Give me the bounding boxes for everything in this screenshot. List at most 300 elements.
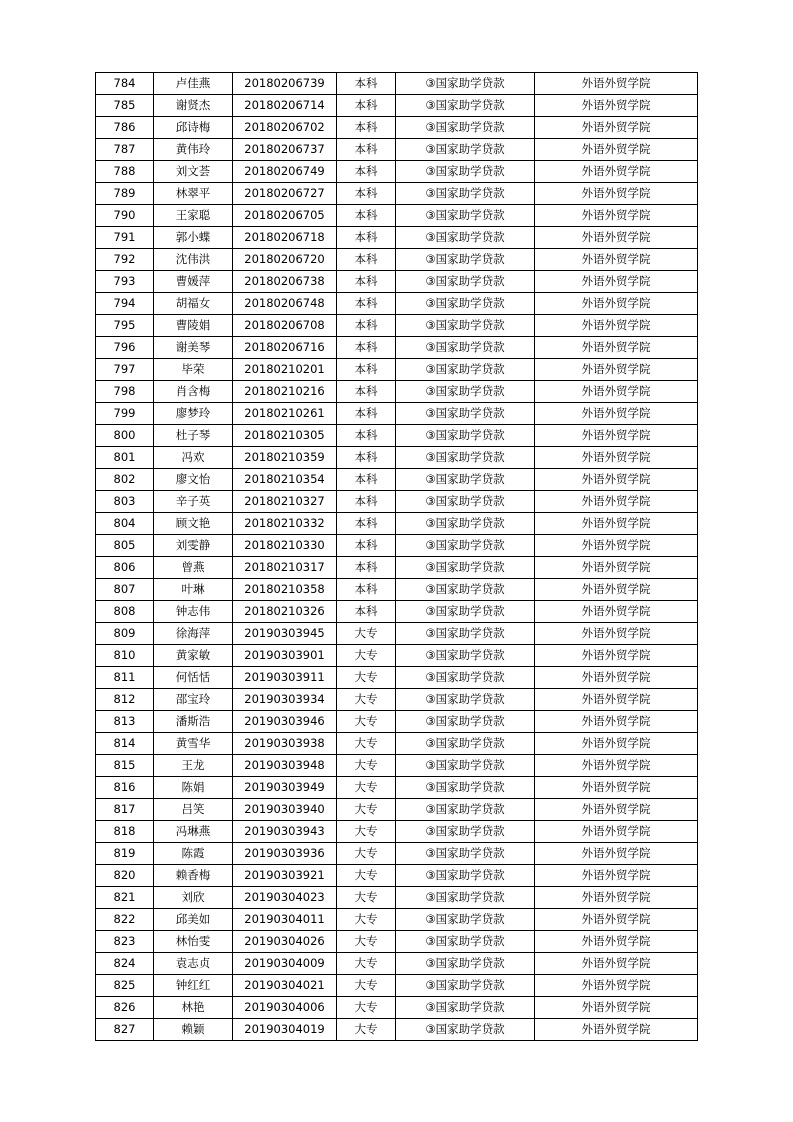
student-id-cell: 20180206727 bbox=[233, 183, 337, 205]
aid-type-cell: ③国家助学贷款 bbox=[396, 887, 535, 909]
table-row bbox=[96, 117, 698, 139]
row-number-cell: 813 bbox=[96, 711, 154, 733]
student-name-cell: 何恬恬 bbox=[154, 667, 233, 689]
row-number-cell: 812 bbox=[96, 689, 154, 711]
table-row bbox=[96, 403, 698, 425]
student-name-cell: 钟红红 bbox=[154, 975, 233, 997]
college-cell: 外语外贸学院 bbox=[535, 117, 698, 139]
college-cell: 外语外贸学院 bbox=[535, 73, 698, 95]
student-name-cell: 辛子英 bbox=[154, 491, 233, 513]
student-id-cell: 20180210317 bbox=[233, 557, 337, 579]
row-number-cell: 790 bbox=[96, 205, 154, 227]
student-name-cell: 陈霞 bbox=[154, 843, 233, 865]
aid-type-cell: ③国家助学贷款 bbox=[396, 931, 535, 953]
student-name-cell: 顾文艳 bbox=[154, 513, 233, 535]
education-level-cell: 大专 bbox=[337, 755, 396, 777]
table-row bbox=[96, 843, 698, 865]
student-name-cell: 曹陵娟 bbox=[154, 315, 233, 337]
college-cell: 外语外贸学院 bbox=[535, 227, 698, 249]
college-cell: 外语外贸学院 bbox=[535, 799, 698, 821]
college-cell: 外语外贸学院 bbox=[535, 359, 698, 381]
student-name-cell: 谢美琴 bbox=[154, 337, 233, 359]
row-number-cell: 822 bbox=[96, 909, 154, 931]
education-level-cell: 本科 bbox=[337, 469, 396, 491]
education-level-cell: 本科 bbox=[337, 183, 396, 205]
student-name-cell: 刘文荟 bbox=[154, 161, 233, 183]
aid-type-cell: ③国家助学贷款 bbox=[396, 601, 535, 623]
student-name-cell: 刘欣 bbox=[154, 887, 233, 909]
aid-type-cell: ③国家助学贷款 bbox=[396, 293, 535, 315]
row-number-cell: 825 bbox=[96, 975, 154, 997]
student-id-cell: 20180206718 bbox=[233, 227, 337, 249]
row-number-cell: 784 bbox=[96, 73, 154, 95]
college-cell: 外语外贸学院 bbox=[535, 579, 698, 601]
education-level-cell: 大专 bbox=[337, 931, 396, 953]
college-cell: 外语外贸学院 bbox=[535, 623, 698, 645]
education-level-cell: 大专 bbox=[337, 623, 396, 645]
aid-type-cell: ③国家助学贷款 bbox=[396, 205, 535, 227]
education-level-cell: 本科 bbox=[337, 315, 396, 337]
aid-type-cell: ③国家助学贷款 bbox=[396, 315, 535, 337]
student-name-cell: 卢佳燕 bbox=[154, 73, 233, 95]
table-row bbox=[96, 315, 698, 337]
aid-type-cell: ③国家助学贷款 bbox=[396, 953, 535, 975]
row-number-cell: 821 bbox=[96, 887, 154, 909]
student-id-cell: 20180206702 bbox=[233, 117, 337, 139]
table-row bbox=[96, 887, 698, 909]
student-id-cell: 20190303949 bbox=[233, 777, 337, 799]
student-name-cell: 袁志贞 bbox=[154, 953, 233, 975]
student-name-cell: 谢贤杰 bbox=[154, 95, 233, 117]
row-number-cell: 799 bbox=[96, 403, 154, 425]
college-cell: 外语外贸学院 bbox=[535, 205, 698, 227]
student-name-cell: 曾燕 bbox=[154, 557, 233, 579]
student-name-cell: 曹媛萍 bbox=[154, 271, 233, 293]
education-level-cell: 本科 bbox=[337, 227, 396, 249]
student-name-cell: 冯琳燕 bbox=[154, 821, 233, 843]
table-row bbox=[96, 469, 698, 491]
table-row bbox=[96, 601, 698, 623]
row-number-cell: 804 bbox=[96, 513, 154, 535]
student-name-cell: 邵宝玲 bbox=[154, 689, 233, 711]
college-cell: 外语外贸学院 bbox=[535, 425, 698, 447]
aid-type-cell: ③国家助学贷款 bbox=[396, 821, 535, 843]
aid-type-cell: ③国家助学贷款 bbox=[396, 975, 535, 997]
student-id-cell: 20180210201 bbox=[233, 359, 337, 381]
student-id-cell: 20180210330 bbox=[233, 535, 337, 557]
college-cell: 外语外贸学院 bbox=[535, 997, 698, 1019]
college-cell: 外语外贸学院 bbox=[535, 535, 698, 557]
table-row bbox=[96, 755, 698, 777]
aid-type-cell: ③国家助学贷款 bbox=[396, 645, 535, 667]
education-level-cell: 大专 bbox=[337, 887, 396, 909]
education-level-cell: 本科 bbox=[337, 359, 396, 381]
table-row bbox=[96, 931, 698, 953]
college-cell: 外语外贸学院 bbox=[535, 161, 698, 183]
student-id-cell: 20190303936 bbox=[233, 843, 337, 865]
row-number-cell: 787 bbox=[96, 139, 154, 161]
table-row bbox=[96, 821, 698, 843]
student-name-cell: 肖含梅 bbox=[154, 381, 233, 403]
education-level-cell: 大专 bbox=[337, 1019, 396, 1041]
college-cell: 外语外贸学院 bbox=[535, 381, 698, 403]
row-number-cell: 815 bbox=[96, 755, 154, 777]
education-level-cell: 大专 bbox=[337, 733, 396, 755]
aid-type-cell: ③国家助学贷款 bbox=[396, 557, 535, 579]
table-row bbox=[96, 161, 698, 183]
college-cell: 外语外贸学院 bbox=[535, 711, 698, 733]
row-number-cell: 792 bbox=[96, 249, 154, 271]
student-name-cell: 廖梦玲 bbox=[154, 403, 233, 425]
aid-type-cell: ③国家助学贷款 bbox=[396, 117, 535, 139]
aid-type-cell: ③国家助学贷款 bbox=[396, 161, 535, 183]
table-row bbox=[96, 733, 698, 755]
table-row bbox=[96, 227, 698, 249]
education-level-cell: 本科 bbox=[337, 447, 396, 469]
aid-type-cell: ③国家助学贷款 bbox=[396, 381, 535, 403]
education-level-cell: 本科 bbox=[337, 161, 396, 183]
table-row bbox=[96, 249, 698, 271]
student-id-cell: 20190304023 bbox=[233, 887, 337, 909]
college-cell: 外语外贸学院 bbox=[535, 293, 698, 315]
college-cell: 外语外贸学院 bbox=[535, 337, 698, 359]
row-number-cell: 796 bbox=[96, 337, 154, 359]
table-row bbox=[96, 865, 698, 887]
row-number-cell: 785 bbox=[96, 95, 154, 117]
student-name-cell: 黄雪华 bbox=[154, 733, 233, 755]
college-cell: 外语外贸学院 bbox=[535, 447, 698, 469]
aid-type-cell: ③国家助学贷款 bbox=[396, 95, 535, 117]
student-id-cell: 20180206705 bbox=[233, 205, 337, 227]
row-number-cell: 791 bbox=[96, 227, 154, 249]
aid-type-cell: ③国家助学贷款 bbox=[396, 271, 535, 293]
education-level-cell: 大专 bbox=[337, 997, 396, 1019]
student-id-cell: 20180210261 bbox=[233, 403, 337, 425]
college-cell: 外语外贸学院 bbox=[535, 1019, 698, 1041]
student-id-cell: 20190303921 bbox=[233, 865, 337, 887]
student-id-cell: 20190303938 bbox=[233, 733, 337, 755]
row-number-cell: 814 bbox=[96, 733, 154, 755]
student-id-cell: 20180206714 bbox=[233, 95, 337, 117]
row-number-cell: 826 bbox=[96, 997, 154, 1019]
college-cell: 外语外贸学院 bbox=[535, 249, 698, 271]
aid-type-cell: ③国家助学贷款 bbox=[396, 667, 535, 689]
student-id-cell: 20190304006 bbox=[233, 997, 337, 1019]
aid-type-cell: ③国家助学贷款 bbox=[396, 1019, 535, 1041]
student-name-cell: 赖香梅 bbox=[154, 865, 233, 887]
college-cell: 外语外贸学院 bbox=[535, 777, 698, 799]
aid-type-cell: ③国家助学贷款 bbox=[396, 73, 535, 95]
student-id-cell: 20180210216 bbox=[233, 381, 337, 403]
student-name-cell: 林艳 bbox=[154, 997, 233, 1019]
college-cell: 外语外贸学院 bbox=[535, 271, 698, 293]
student-name-cell: 陈娟 bbox=[154, 777, 233, 799]
row-number-cell: 809 bbox=[96, 623, 154, 645]
aid-type-cell: ③国家助学贷款 bbox=[396, 513, 535, 535]
education-level-cell: 本科 bbox=[337, 73, 396, 95]
table-row bbox=[96, 1019, 698, 1041]
education-level-cell: 本科 bbox=[337, 557, 396, 579]
row-number-cell: 811 bbox=[96, 667, 154, 689]
row-number-cell: 797 bbox=[96, 359, 154, 381]
table-row bbox=[96, 139, 698, 161]
student-id-cell: 20180206748 bbox=[233, 293, 337, 315]
education-level-cell: 大专 bbox=[337, 953, 396, 975]
college-cell: 外语外贸学院 bbox=[535, 887, 698, 909]
row-number-cell: 800 bbox=[96, 425, 154, 447]
aid-type-cell: ③国家助学贷款 bbox=[396, 711, 535, 733]
student-name-cell: 徐海萍 bbox=[154, 623, 233, 645]
row-number-cell: 819 bbox=[96, 843, 154, 865]
student-name-cell: 刘雯静 bbox=[154, 535, 233, 557]
aid-type-cell: ③国家助学贷款 bbox=[396, 909, 535, 931]
aid-type-cell: ③国家助学贷款 bbox=[396, 183, 535, 205]
education-level-cell: 本科 bbox=[337, 249, 396, 271]
student-name-cell: 杜子琴 bbox=[154, 425, 233, 447]
student-id-cell: 20190303945 bbox=[233, 623, 337, 645]
table-row bbox=[96, 381, 698, 403]
student-id-cell: 20190303946 bbox=[233, 711, 337, 733]
row-number-cell: 802 bbox=[96, 469, 154, 491]
education-level-cell: 本科 bbox=[337, 601, 396, 623]
row-number-cell: 801 bbox=[96, 447, 154, 469]
row-number-cell: 789 bbox=[96, 183, 154, 205]
row-number-cell: 803 bbox=[96, 491, 154, 513]
aid-type-cell: ③国家助学贷款 bbox=[396, 777, 535, 799]
aid-type-cell: ③国家助学贷款 bbox=[396, 865, 535, 887]
college-cell: 外语外贸学院 bbox=[535, 491, 698, 513]
college-cell: 外语外贸学院 bbox=[535, 931, 698, 953]
student-id-cell: 20190303943 bbox=[233, 821, 337, 843]
college-cell: 外语外贸学院 bbox=[535, 755, 698, 777]
aid-type-cell: ③国家助学贷款 bbox=[396, 139, 535, 161]
student-id-cell: 20190304011 bbox=[233, 909, 337, 931]
education-level-cell: 本科 bbox=[337, 205, 396, 227]
student-id-cell: 20180210305 bbox=[233, 425, 337, 447]
education-level-cell: 大专 bbox=[337, 667, 396, 689]
aid-type-cell: ③国家助学贷款 bbox=[396, 799, 535, 821]
education-level-cell: 本科 bbox=[337, 535, 396, 557]
table-row bbox=[96, 711, 698, 733]
row-number-cell: 806 bbox=[96, 557, 154, 579]
table-row bbox=[96, 447, 698, 469]
student-name-cell: 胡福女 bbox=[154, 293, 233, 315]
college-cell: 外语外贸学院 bbox=[535, 645, 698, 667]
education-level-cell: 大专 bbox=[337, 799, 396, 821]
table-row bbox=[96, 337, 698, 359]
student-name-cell: 黄家敏 bbox=[154, 645, 233, 667]
student-id-cell: 20190303911 bbox=[233, 667, 337, 689]
aid-type-cell: ③国家助学贷款 bbox=[396, 623, 535, 645]
student-id-cell: 20180206738 bbox=[233, 271, 337, 293]
student-id-cell: 20180206720 bbox=[233, 249, 337, 271]
table-row bbox=[96, 183, 698, 205]
table-row bbox=[96, 953, 698, 975]
aid-type-cell: ③国家助学贷款 bbox=[396, 843, 535, 865]
aid-type-cell: ③国家助学贷款 bbox=[396, 689, 535, 711]
aid-type-cell: ③国家助学贷款 bbox=[396, 425, 535, 447]
college-cell: 外语外贸学院 bbox=[535, 953, 698, 975]
student-name-cell: 钟志伟 bbox=[154, 601, 233, 623]
college-cell: 外语外贸学院 bbox=[535, 601, 698, 623]
student-id-cell: 20190304019 bbox=[233, 1019, 337, 1041]
aid-type-cell: ③国家助学贷款 bbox=[396, 997, 535, 1019]
row-number-cell: 798 bbox=[96, 381, 154, 403]
student-name-cell: 冯欢 bbox=[154, 447, 233, 469]
student-id-cell: 20180206708 bbox=[233, 315, 337, 337]
table-row bbox=[96, 205, 698, 227]
row-number-cell: 808 bbox=[96, 601, 154, 623]
education-level-cell: 大专 bbox=[337, 777, 396, 799]
education-level-cell: 本科 bbox=[337, 403, 396, 425]
college-cell: 外语外贸学院 bbox=[535, 403, 698, 425]
row-number-cell: 793 bbox=[96, 271, 154, 293]
college-cell: 外语外贸学院 bbox=[535, 557, 698, 579]
table-row bbox=[96, 777, 698, 799]
row-number-cell: 805 bbox=[96, 535, 154, 557]
aid-type-cell: ③国家助学贷款 bbox=[396, 579, 535, 601]
college-cell: 外语外贸学院 bbox=[535, 95, 698, 117]
row-number-cell: 795 bbox=[96, 315, 154, 337]
college-cell: 外语外贸学院 bbox=[535, 667, 698, 689]
education-level-cell: 本科 bbox=[337, 381, 396, 403]
student-id-cell: 20180210359 bbox=[233, 447, 337, 469]
table-row bbox=[96, 909, 698, 931]
education-level-cell: 本科 bbox=[337, 139, 396, 161]
education-level-cell: 大专 bbox=[337, 821, 396, 843]
student-id-cell: 20190303901 bbox=[233, 645, 337, 667]
college-cell: 外语外贸学院 bbox=[535, 865, 698, 887]
student-name-cell: 毕荣 bbox=[154, 359, 233, 381]
education-level-cell: 大专 bbox=[337, 843, 396, 865]
student-id-cell: 20190303934 bbox=[233, 689, 337, 711]
college-cell: 外语外贸学院 bbox=[535, 315, 698, 337]
table-row bbox=[96, 623, 698, 645]
college-cell: 外语外贸学院 bbox=[535, 909, 698, 931]
row-number-cell: 818 bbox=[96, 821, 154, 843]
table-row bbox=[96, 997, 698, 1019]
college-cell: 外语外贸学院 bbox=[535, 689, 698, 711]
student-id-cell: 20180210358 bbox=[233, 579, 337, 601]
student-id-cell: 20180210354 bbox=[233, 469, 337, 491]
student-id-cell: 20180206716 bbox=[233, 337, 337, 359]
education-level-cell: 大专 bbox=[337, 645, 396, 667]
row-number-cell: 786 bbox=[96, 117, 154, 139]
student-name-cell: 黄伟玲 bbox=[154, 139, 233, 161]
student-name-cell: 廖文怡 bbox=[154, 469, 233, 491]
aid-type-cell: ③国家助学贷款 bbox=[396, 227, 535, 249]
education-level-cell: 大专 bbox=[337, 711, 396, 733]
aid-type-cell: ③国家助学贷款 bbox=[396, 337, 535, 359]
education-level-cell: 本科 bbox=[337, 513, 396, 535]
row-number-cell: 794 bbox=[96, 293, 154, 315]
education-level-cell: 本科 bbox=[337, 95, 396, 117]
row-number-cell: 788 bbox=[96, 161, 154, 183]
college-cell: 外语外贸学院 bbox=[535, 821, 698, 843]
student-id-cell: 20180210332 bbox=[233, 513, 337, 535]
education-level-cell: 本科 bbox=[337, 117, 396, 139]
student-id-cell: 20190304021 bbox=[233, 975, 337, 997]
student-id-cell: 20190304009 bbox=[233, 953, 337, 975]
row-number-cell: 824 bbox=[96, 953, 154, 975]
student-name-cell: 沈伟洪 bbox=[154, 249, 233, 271]
table-row bbox=[96, 975, 698, 997]
row-number-cell: 827 bbox=[96, 1019, 154, 1041]
aid-type-cell: ③国家助学贷款 bbox=[396, 755, 535, 777]
row-number-cell: 810 bbox=[96, 645, 154, 667]
education-level-cell: 大专 bbox=[337, 689, 396, 711]
education-level-cell: 本科 bbox=[337, 425, 396, 447]
aid-type-cell: ③国家助学贷款 bbox=[396, 447, 535, 469]
row-number-cell: 816 bbox=[96, 777, 154, 799]
table-row bbox=[96, 667, 698, 689]
table-row bbox=[96, 359, 698, 381]
aid-type-cell: ③国家助学贷款 bbox=[396, 249, 535, 271]
row-number-cell: 823 bbox=[96, 931, 154, 953]
table-row bbox=[96, 293, 698, 315]
student-name-cell: 王龙 bbox=[154, 755, 233, 777]
aid-type-cell: ③国家助学贷款 bbox=[396, 733, 535, 755]
aid-type-cell: ③国家助学贷款 bbox=[396, 535, 535, 557]
table-row bbox=[96, 799, 698, 821]
education-level-cell: 本科 bbox=[337, 491, 396, 513]
student-id-cell: 20190303948 bbox=[233, 755, 337, 777]
college-cell: 外语外贸学院 bbox=[535, 139, 698, 161]
table-row bbox=[96, 579, 698, 601]
table-row bbox=[96, 425, 698, 447]
student-name-cell: 王家聪 bbox=[154, 205, 233, 227]
student-name-cell: 郭小蝶 bbox=[154, 227, 233, 249]
table-row bbox=[96, 645, 698, 667]
student-name-cell: 叶琳 bbox=[154, 579, 233, 601]
college-cell: 外语外贸学院 bbox=[535, 513, 698, 535]
aid-type-cell: ③国家助学贷款 bbox=[396, 491, 535, 513]
student-id-cell: 20180210326 bbox=[233, 601, 337, 623]
college-cell: 外语外贸学院 bbox=[535, 183, 698, 205]
college-cell: 外语外贸学院 bbox=[535, 975, 698, 997]
student-id-cell: 20180210327 bbox=[233, 491, 337, 513]
college-cell: 外语外贸学院 bbox=[535, 469, 698, 491]
aid-type-cell: ③国家助学贷款 bbox=[396, 359, 535, 381]
student-id-cell: 20180206737 bbox=[233, 139, 337, 161]
row-number-cell: 817 bbox=[96, 799, 154, 821]
education-level-cell: 本科 bbox=[337, 337, 396, 359]
education-level-cell: 本科 bbox=[337, 579, 396, 601]
student-name-cell: 吕笑 bbox=[154, 799, 233, 821]
student-id-cell: 20180206749 bbox=[233, 161, 337, 183]
student-loan-table bbox=[95, 72, 698, 1041]
student-name-cell: 赖颖 bbox=[154, 1019, 233, 1041]
table-row bbox=[96, 95, 698, 117]
education-level-cell: 大专 bbox=[337, 975, 396, 997]
education-level-cell: 大专 bbox=[337, 909, 396, 931]
student-id-cell: 20190304026 bbox=[233, 931, 337, 953]
aid-type-cell: ③国家助学贷款 bbox=[396, 469, 535, 491]
table-row bbox=[96, 271, 698, 293]
aid-type-cell: ③国家助学贷款 bbox=[396, 403, 535, 425]
table-row bbox=[96, 513, 698, 535]
student-name-cell: 林怡雯 bbox=[154, 931, 233, 953]
table-row bbox=[96, 73, 698, 95]
table-row bbox=[96, 557, 698, 579]
row-number-cell: 807 bbox=[96, 579, 154, 601]
student-id-cell: 20180206739 bbox=[233, 73, 337, 95]
table-row bbox=[96, 535, 698, 557]
table-row bbox=[96, 491, 698, 513]
student-name-cell: 邱诗梅 bbox=[154, 117, 233, 139]
student-name-cell: 邱美如 bbox=[154, 909, 233, 931]
table-body bbox=[96, 73, 698, 1041]
